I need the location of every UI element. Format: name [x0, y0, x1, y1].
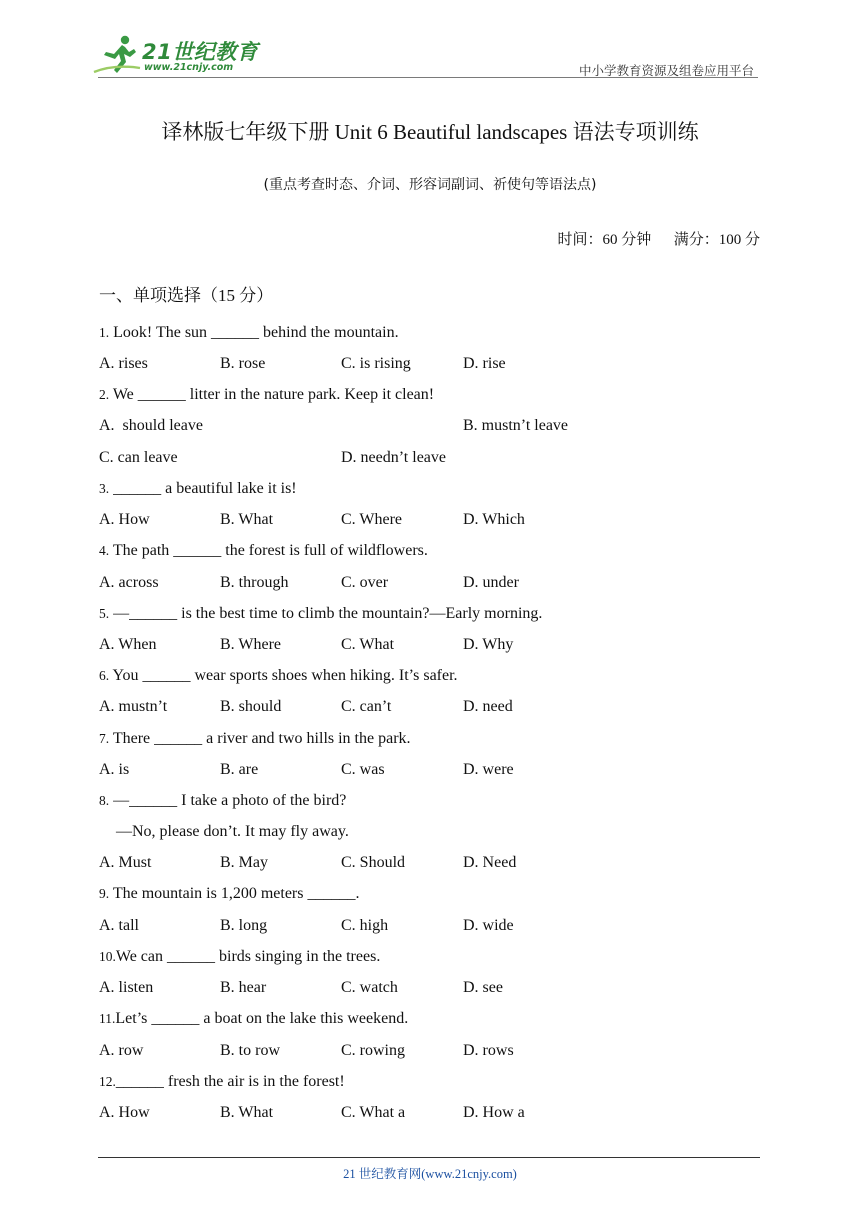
option-d: D. Need — [463, 854, 517, 871]
question-number: 7. — [99, 731, 110, 746]
question-text: The path ______ the forest is full of wildflowers. — [109, 542, 428, 559]
question-2 — [99, 386, 434, 404]
section-heading: 一、单项选择（15 分） — [99, 286, 274, 305]
option-c: C. can’t — [341, 698, 392, 715]
option-b: B. What — [220, 1104, 274, 1121]
footer-divider — [98, 1157, 760, 1158]
page-header — [0, 0, 860, 80]
option-a: A. rises — [99, 355, 148, 372]
option-b: B. to row — [220, 1042, 280, 1059]
option-d: D. were — [463, 761, 514, 778]
question-11 — [99, 1010, 408, 1028]
option-d: D. under — [463, 574, 519, 591]
option-b: B. mustn’t leave — [463, 417, 569, 434]
option-b: B. Where — [220, 636, 282, 653]
option-c: C. Where — [341, 511, 403, 528]
question-number: 6. — [99, 668, 110, 683]
question-number: 5. — [99, 606, 110, 621]
question-text: —______ I take a photo of the bird? — [109, 792, 347, 809]
option-c: C. watch — [341, 979, 398, 996]
question-number: 4. — [99, 543, 110, 558]
exam-meta — [557, 228, 760, 249]
option-d: D. rows — [463, 1042, 514, 1059]
logo — [92, 34, 262, 78]
option-a: A. How — [99, 511, 150, 528]
header-platform-text: 中小学教育资源及组卷应用平台 — [578, 64, 754, 78]
option-a: A. row — [99, 1042, 144, 1059]
option-b: B. May — [220, 854, 268, 871]
question-text: We can ______ birds singing in the trees. — [115, 948, 381, 965]
question-text: Look! The sun ______ behind the mountain. — [109, 324, 399, 341]
option-d: D. wide — [463, 917, 514, 934]
question-text: The mountain is 1,200 meters ______. — [109, 885, 360, 902]
option-a: A. is — [99, 761, 130, 778]
question-10 — [99, 948, 380, 966]
option-b: B. long — [220, 917, 268, 934]
question-text: ______ a beautiful lake it is! — [109, 480, 297, 497]
time-limit: 时间：60 分钟 — [557, 232, 652, 248]
footer-link[interactable]: 21 世纪教育网(www.21cnjy.com) — [343, 1167, 517, 1181]
question-4 — [99, 542, 428, 560]
question-7 — [99, 730, 411, 748]
option-c: C. What — [341, 636, 395, 653]
option-d: D. Why — [463, 636, 514, 653]
option-a: A. When — [99, 636, 157, 653]
question-number: 11. — [99, 1011, 116, 1026]
question-text: There ______ a river and two hills in the park. — [109, 730, 411, 747]
runner-logo-icon — [92, 34, 144, 78]
question-number: 3. — [99, 481, 110, 496]
question-3 — [99, 480, 297, 498]
logo-url-text: www.21cnjy.com — [144, 62, 234, 73]
question-number: 10. — [99, 949, 116, 964]
question-number: 8. — [99, 793, 110, 808]
full-score: 满分：100 分 — [673, 232, 760, 248]
question-8-reply: —No, please don’t. It may fly away. — [116, 823, 349, 840]
option-d: D. need — [463, 698, 513, 715]
question-8 — [99, 792, 346, 810]
option-b: B. are — [220, 761, 259, 778]
option-a: A. should leave — [99, 417, 203, 434]
option-c: C. was — [341, 761, 385, 778]
option-c: C. high — [341, 917, 389, 934]
option-a: A. How — [99, 1104, 150, 1121]
question-number: 9. — [99, 886, 110, 901]
logo-brand-text: 21世纪教育 — [142, 40, 259, 64]
question-text: We ______ litter in the nature park. Keep it clean! — [109, 386, 435, 403]
question-number: 12. — [99, 1074, 116, 1089]
question-text: Let’s ______ a boat on the lake this weekend. — [115, 1010, 409, 1027]
question-5 — [99, 605, 542, 623]
option-c: C. Should — [341, 854, 406, 871]
question-number: 1. — [99, 325, 110, 340]
header-divider — [98, 77, 758, 78]
option-b: B. through — [220, 574, 289, 591]
question-9 — [99, 885, 359, 903]
option-b: B. hear — [220, 979, 267, 996]
option-a: A. mustn’t — [99, 698, 168, 715]
option-a: A. Must — [99, 854, 152, 871]
option-c: C. over — [341, 574, 389, 591]
option-c: C. rowing — [341, 1042, 405, 1059]
question-text: —______ is the best time to climb the mountain?—Early morning. — [109, 605, 543, 622]
question-number: 2. — [99, 387, 110, 402]
option-b: B. rose — [220, 355, 266, 372]
option-c: C. What a — [341, 1104, 406, 1121]
question-1 — [99, 324, 399, 342]
option-d: D. rise — [463, 355, 506, 372]
question-text: ______ fresh the air is in the forest! — [115, 1073, 345, 1090]
option-c: C. is rising — [341, 355, 411, 372]
option-d: D. How a — [463, 1104, 525, 1121]
option-a: A. tall — [99, 917, 139, 934]
option-a: A. across — [99, 574, 159, 591]
option-b: B. should — [220, 698, 282, 715]
option-d: D. Which — [463, 511, 525, 528]
option-d: D. needn’t leave — [341, 449, 446, 466]
page-subtitle: (重点考查时态、介词、形容词副词、祈使句等语法点) — [263, 177, 597, 193]
question-12 — [99, 1073, 345, 1091]
option-b: B. What — [220, 511, 274, 528]
option-c: C. can leave — [99, 449, 178, 466]
option-d: D. see — [463, 979, 503, 996]
question-text: You ______ wear sports shoes when hiking. It’s safer. — [109, 667, 458, 684]
question-6 — [99, 667, 458, 685]
page-title: 译林版七年级下册 Unit 6 Beautiful landscapes 语法专项训练 — [161, 120, 699, 144]
option-a: A. listen — [99, 979, 154, 996]
